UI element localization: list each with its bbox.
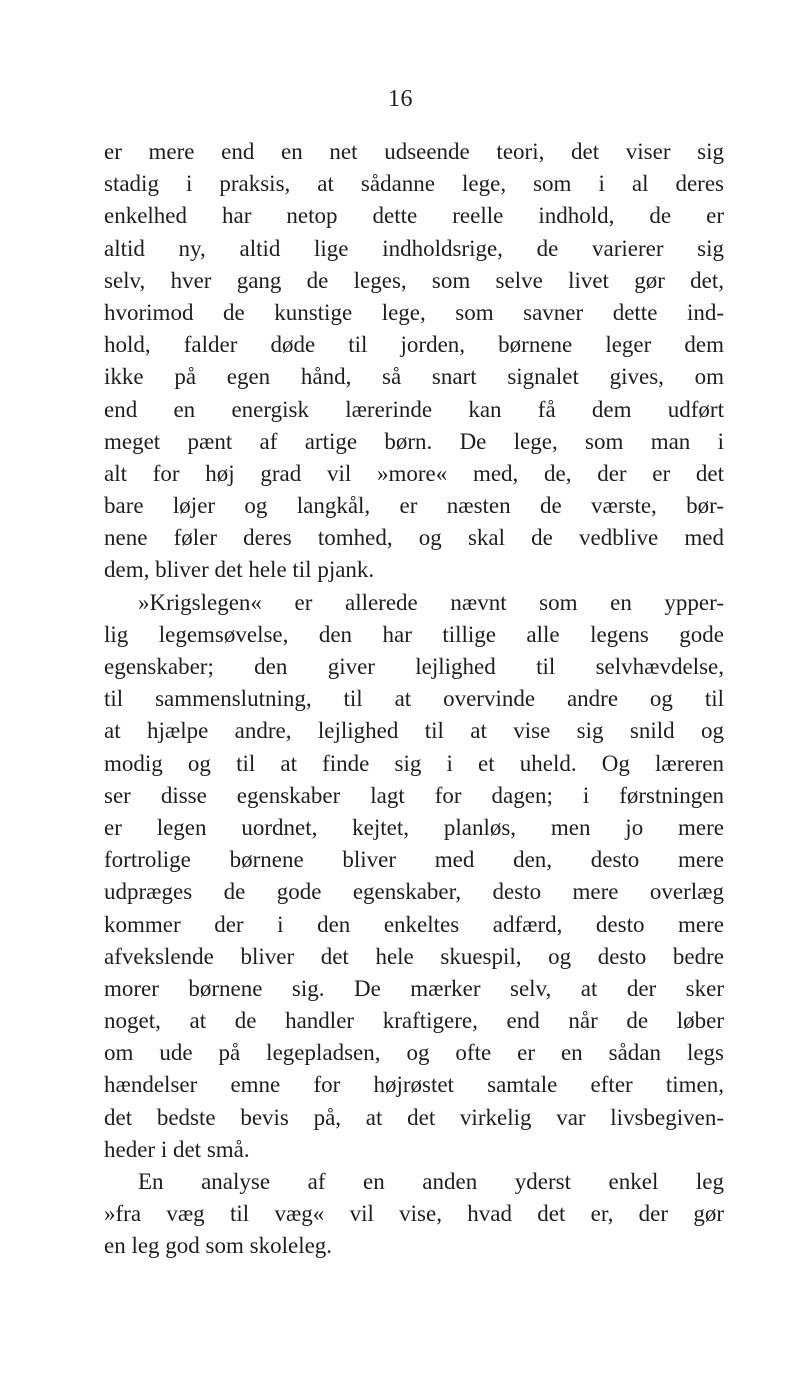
text-line: noget, at de handler kraftigere, end når de løber [104,1008,724,1034]
text-line: kommer der i den enkeltes adfærd, desto mere [104,911,724,937]
text-line: ser disse egenskaber lagt for dagen; i førstningen [104,782,724,808]
text-line: hvorimod de kunstige lege, som savner dette ind- [104,299,724,325]
text-line: »fra væg til væg« vil vise, hvad det er, der gør [104,1201,724,1227]
text-line: meget pænt af artige børn. De lege, som man i [104,428,724,454]
text-line: er legen uordnet, kejtet, planløs, men jo mere [104,814,724,840]
text-line: end en energisk lærerinde kan få dem udført [104,396,724,422]
text-line: heder i det små. [104,1136,250,1162]
text-line: modig og til at finde sig i et uheld. Og læreren [104,750,724,776]
text-line: dem, bliver det hele til pjank. [104,557,375,583]
text-line: lig legemsøvelse, den har tillige alle legens gode [104,621,724,647]
text-line: afvekslende bliver det hele skuespil, og desto bedre [104,943,724,969]
body-text [104,136,724,1263]
text-line: er mere end en net udseende teori, det viser sig [104,139,724,164]
text-line: om ude på legepladsen, og ofte er en sådan legs [104,1040,724,1066]
text-line: egenskaber; den giver lejlighed til selvhævdelse, [104,654,724,679]
text-line: udpræges de gode egenskaber, desto mere overlæg [104,879,724,905]
text-line: »Krigslegen« er allerede nævnt som en ypper- [138,589,724,615]
text-line: ikke på egen hånd, så snart signalet gives, om [104,364,724,390]
text-line: at hjælpe andre, lejlighed til at vise sig snild og [104,718,724,744]
text-line: til sammenslutning, til at overvinde andre og til [104,686,724,712]
text-line: selv, hver gang de leges, som selve livet gør det, [104,267,724,293]
text-line: altid ny, altid lige indholdsrige, de varierer sig [104,235,724,261]
page-number: 16 [388,86,413,112]
text-line: en leg god som skoleleg. [104,1233,333,1259]
text-line: hold, falder døde til jorden, børnene leger dem [104,332,724,358]
text-line: bare løjer og langkål, er næsten de værste, bør- [104,493,724,519]
text-line: En analyse af en anden yderst enkel leg [138,1169,724,1194]
text-line: nene føler deres tomhed, og skal de vedblive med [104,525,724,551]
text-line: fortrolige børnene bliver med den, desto mere [104,847,724,873]
text-line: stadig i praksis, at sådanne lege, som i al deres [104,171,724,197]
text-line: det bedste bevis på, at det virkelig var livsbegiven- [104,1104,724,1130]
text-line: hændelser emne for højrøstet samtale efter timen, [104,1072,724,1098]
text-line: alt for høj grad vil »more« med, de, der er det [104,460,724,486]
text-line: enkelhed har netop dette reelle indhold, de er [104,203,724,229]
text-line: morer børnene sig. De mærker selv, at der sker [104,975,724,1001]
